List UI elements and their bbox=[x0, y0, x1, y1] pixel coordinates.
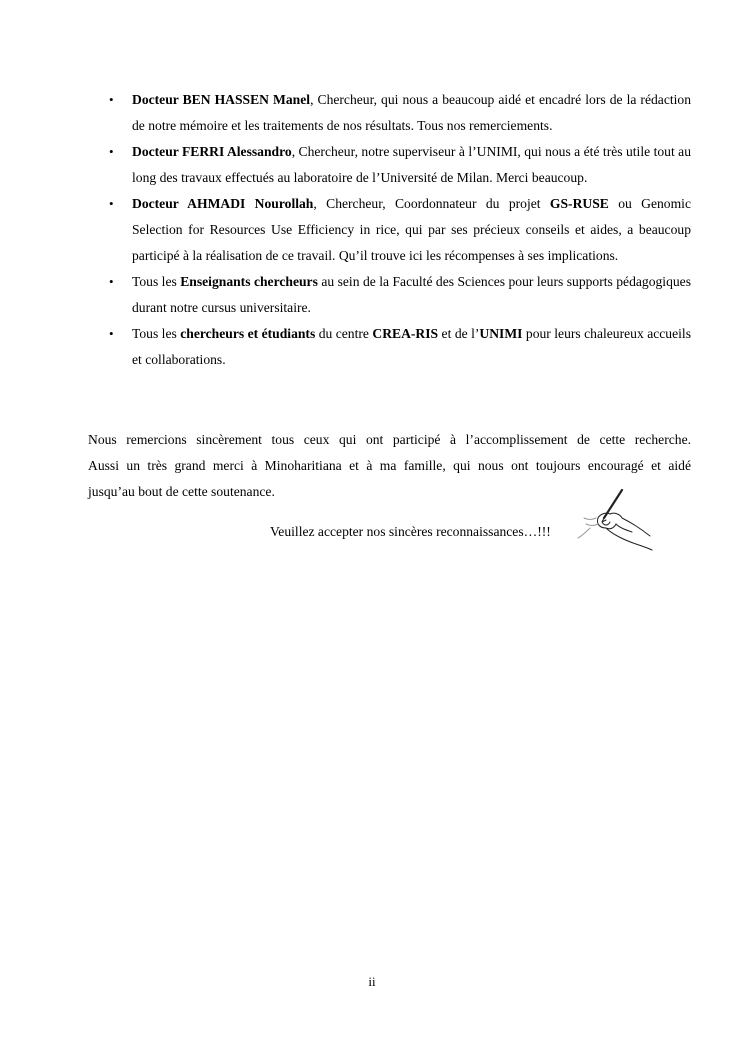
list-item bbox=[88, 191, 691, 269]
bullet: • bbox=[109, 326, 114, 341]
paragraph-line: jusqu’au bout de cette soutenance. bbox=[88, 484, 275, 499]
item-text: ou Genomic Selection for Resources Use Efficiency in rice, qui par ses précieux conseils et aides, a beaucoup participé à la réalisation de ce travail. Qu’il trouve ici les récompenses à ses implications. bbox=[132, 196, 691, 263]
paragraph-line: Aussi un très grand merci à Minoharitiana et à ma famille, qui nous ont toujours encouragé et aidé bbox=[88, 458, 691, 473]
university-name: UNIMI bbox=[479, 326, 523, 341]
bullet: • bbox=[109, 274, 114, 289]
person-name: Docteur BEN HASSEN Manel bbox=[132, 92, 311, 107]
page-number: ii bbox=[368, 974, 376, 989]
person-name: Docteur AHMADI Nourollah bbox=[132, 196, 314, 211]
item-text: au sein de la Faculté des Sciences pour leurs supports pédagogiques durant notre cursus universitaire. bbox=[132, 274, 691, 315]
group-name: Enseignants chercheurs bbox=[180, 274, 318, 289]
person-name: Docteur FERRI Alessandro bbox=[132, 144, 292, 159]
item-text: pour leurs chaleureux accueils et collaborations. bbox=[132, 326, 691, 367]
list-item bbox=[88, 139, 691, 191]
list-item bbox=[88, 269, 691, 321]
bullet: • bbox=[109, 144, 114, 159]
project-name: GS-RUSE bbox=[549, 196, 609, 211]
acknowledgement-list bbox=[88, 87, 691, 373]
item-prefix: Tous les bbox=[132, 274, 181, 289]
item-text: du centre bbox=[315, 326, 373, 341]
group-name: chercheurs et étudiants bbox=[180, 326, 316, 341]
list-item bbox=[88, 87, 691, 139]
item-text: , Chercheur, qui nous a beaucoup aidé et encadré lors de la rédaction de notre mémoire et les traitements de nos résultats. Tous nos remerciements. bbox=[132, 92, 691, 133]
list-item bbox=[88, 321, 691, 373]
item-text: , Chercheur, notre superviseur à l’UNIMI, qui nous a été très utile tout au long des travaux effectués au laboratoire de l’Université de Milan. Merci beaucoup. bbox=[132, 144, 691, 185]
closing-line: Veuillez accepter nos sincères reconnaissances…!!! bbox=[270, 524, 551, 539]
bullet: • bbox=[109, 92, 114, 107]
writing-hand-icon bbox=[576, 488, 656, 552]
item-text: et de l’ bbox=[438, 326, 480, 341]
bullet: • bbox=[109, 196, 114, 211]
item-text: , Chercheur, Coordonnateur du projet bbox=[313, 196, 550, 211]
item-prefix: Tous les bbox=[132, 326, 181, 341]
paragraph-line: Nous remercions sincèrement tous ceux qui ont participé à l’accomplissement de cette recherche. bbox=[88, 432, 691, 447]
center-name: CREA-RIS bbox=[372, 326, 439, 341]
